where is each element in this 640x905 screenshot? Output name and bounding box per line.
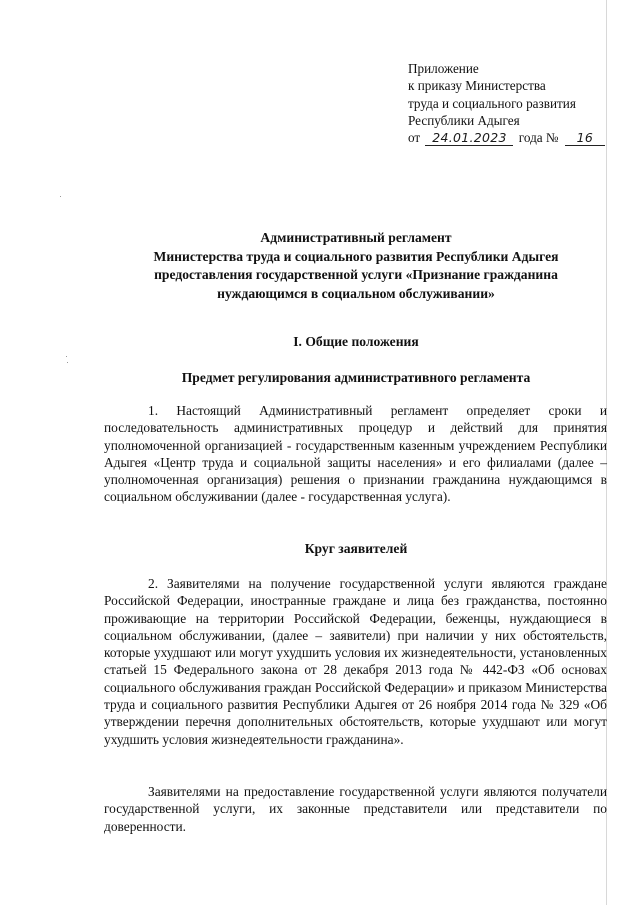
title-line: Административный регламент	[260, 230, 452, 245]
scan-speck	[66, 356, 67, 357]
scan-speck	[67, 362, 68, 363]
date-prefix: от	[408, 130, 421, 146]
order-date: 24.01.2023	[425, 131, 513, 146]
appendix-block	[408, 60, 608, 146]
appendix-line: Республики Адыгея	[408, 112, 520, 128]
section-heading-general: I. Общие положения	[293, 334, 419, 349]
appendix-line: Приложение	[408, 61, 479, 76]
section-heading-subject: Предмет регулирования административного регламента	[181, 370, 531, 385]
title-line: нуждающимся в социальном обслуживании»	[217, 286, 495, 302]
appendix-date-line	[408, 129, 608, 146]
paragraph-1: 1. Настоящий Административный регламент определяет сроки и последовательность административных процедур и действий для принятия уполномоченной организацией - государственным казенным учреждением Республики Адыгея «Центр труда и социальной защиты населения» и его филиалами (далее – уполномоченная организация) решения о признании гражданина нуждающимся в социальном обслуживании (далее - государственная услуга).	[104, 403, 607, 505]
paragraph-2: 2. Заявителями на получение государственной услуги являются граждане Российской Федерации, иностранные граждане и лица без гражданства, постоянно проживающие на территории Российской Федерации, беженцы, нуждающиеся в социальном обслуживании, (далее – заявители) при наличии у них обстоятельств, которые ухудшают или могут ухудшить условия их жизнедеятельности, установленных статьей 15 Федерального закона от 28 декабря 2013 года № 442-ФЗ «Об основах социального обслуживания граждан Российской Федерации» и приказом Министерства труда и социального развития Республики Адыгея от 26 ноября 2014 года № 329 «Об утверждении перечня дополнительных обстоятельств, которые ухудшают или могут ухудшить условия жизнедеятельности гражданина».	[104, 576, 607, 747]
section-heading-applicants: Круг заявителей	[304, 541, 408, 556]
paragraph-3: Заявителями на предоставление государственной услуги являются получатели государственной услуги, их законные представители или представители по доверенности.	[104, 784, 607, 834]
appendix-line: к приказу Министерства	[408, 78, 546, 94]
title-line: Министерства труда и социального развития Республики Адыгея	[153, 248, 559, 264]
appendix-line: труда и социального развития	[408, 95, 576, 111]
scan-speck	[60, 196, 61, 197]
order-number: 16	[565, 131, 605, 146]
title-line: предоставления государственной услуги «Признание гражданина	[154, 267, 558, 283]
document-title	[104, 229, 608, 304]
number-prefix: года №	[518, 130, 559, 146]
